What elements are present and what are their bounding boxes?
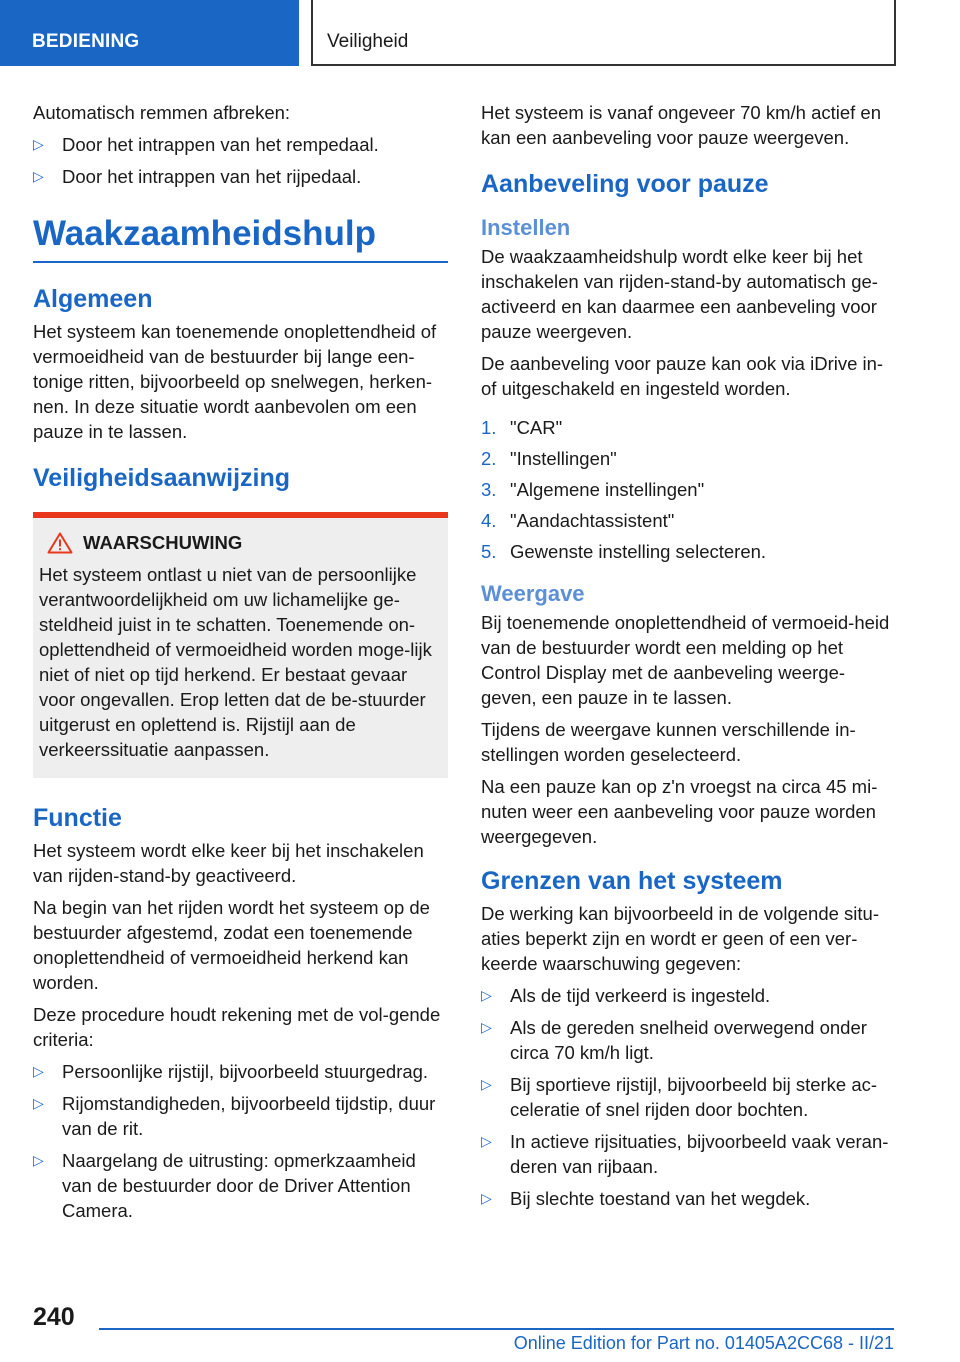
list-item: 3. "Algemene instellingen" bbox=[481, 479, 705, 500]
left-column bbox=[33, 100, 448, 1230]
minor-heading: Weergave bbox=[481, 581, 585, 606]
paragraph: De waakzaamheidshulp wordt elke keer bij het inschakelen van rijden-stand-by automatisch ge-activeerd en kan daarmee een aanbeveling voor pauze weergeven. bbox=[481, 246, 878, 342]
triangle-bullet-icon: ▷ bbox=[481, 1019, 492, 1035]
section-tab: BEDIENING bbox=[0, 0, 299, 66]
paragraph: Het systeem wordt elke keer bij het inschakelen van rijden-stand-by geactiveerd. bbox=[33, 840, 424, 886]
criteria-list bbox=[33, 1059, 448, 1223]
list-item: ▷ In actieve rijsituaties, bijvoorbeeld vaak veran-deren van rijbaan. bbox=[481, 1131, 889, 1177]
list-item: ▷ Als de tijd verkeerd is ingesteld. bbox=[481, 985, 771, 1006]
list-item: ▷ Rijomstandigheden, bijvoorbeeld tijdstip, duur van de rit. bbox=[33, 1093, 436, 1139]
page-header bbox=[0, 0, 960, 66]
list-item: ▷ Naargelang de uitrusting: opmerkzaamheid van de bestuurder door de Driver Attention Camera. bbox=[33, 1150, 416, 1221]
edition-link[interactable]: Online Edition for Part no. 01405A2CC68 - II/21 bbox=[513, 1333, 894, 1353]
heading-divider bbox=[33, 261, 448, 263]
list-item: ▷ Door het intrappen van het rijpedaal. bbox=[33, 166, 362, 187]
footer-divider bbox=[99, 1328, 894, 1330]
list-item: ▷ Persoonlijke rijstijl, bijvoorbeeld stuurgedrag. bbox=[33, 1061, 429, 1082]
warning-triangle-icon bbox=[47, 532, 73, 554]
triangle-bullet-icon: ▷ bbox=[481, 1076, 492, 1092]
list-item: 1. "CAR" bbox=[481, 417, 563, 438]
warning-text: Het systeem ontlast u niet van de persoonlijke verantwoordelijkheid om uw lichamelijke ge-steldheid juist in te schatten. Toenemende on-oplettendheid of vermoeidheid worden moge-lijk niet of niet op tijd herkend. Er bestaat gevaar voor ongevallen. Erop letten dat de be-stuurder uitgerust en oplettend is. Rijstijl aan de verkeerssituatie aanpassen. bbox=[39, 564, 432, 760]
limits-list bbox=[481, 983, 893, 1211]
chapter-title: Veiligheid bbox=[311, 0, 896, 66]
warning-box bbox=[33, 512, 448, 778]
subsection-heading: Functie bbox=[33, 804, 122, 832]
triangle-bullet-icon: ▷ bbox=[33, 1095, 44, 1111]
subsection-heading: Veiligheidsaanwijzing bbox=[33, 464, 291, 492]
paragraph: De aanbeveling voor pauze kan ook via iDrive in- of uitgeschakeld en ingesteld worden. bbox=[481, 353, 884, 399]
paragraph: Na een pauze kan op z'n vroegst na circa 45 mi-nuten weer een aanbeveling voor pauze worden weergegeven. bbox=[481, 776, 878, 847]
paragraph: Bij toenemende onoplettendheid of vermoeid-heid van de bestuurder wordt een melding op het Control Display met de aanbeveling weerge-geven, een pauze in te lassen. bbox=[481, 612, 890, 708]
page-number: 240 bbox=[33, 1303, 75, 1331]
list-item: 4. "Aandachtassistent" bbox=[481, 510, 675, 531]
section-heading: Waakzaamheidshulp bbox=[33, 214, 376, 253]
right-column bbox=[481, 100, 893, 1218]
subsection-heading: Grenzen van het systeem bbox=[481, 867, 783, 895]
paragraph: Het systeem kan toenemende onoplettendheid of vermoeidheid van de bestuurder bij lange een-tonige ritten, bijvoorbeeld op snelwegen, herken-nen. In deze situatie wordt aanbevolen om een pauze in te lassen. bbox=[33, 321, 437, 442]
subsection-heading: Aanbeveling voor pauze bbox=[481, 170, 769, 198]
triangle-bullet-icon: ▷ bbox=[481, 1133, 492, 1149]
paragraph: Na begin van het rijden wordt het systeem op de bestuurder afgestemd, zodat een toenemende onoplettendheid of vermoeidheid herkend kan worden. bbox=[33, 897, 430, 993]
list-item: ▷ Als de gereden snelheid overwegend onder circa 70 km/h ligt. bbox=[481, 1017, 867, 1063]
paragraph: Deze procedure houdt rekening met de vol-gende criteria: bbox=[33, 1004, 441, 1050]
intro-text: Automatisch remmen afbreken: bbox=[33, 102, 291, 123]
list-item: 2. "Instellingen" bbox=[481, 448, 617, 469]
triangle-bullet-icon: ▷ bbox=[33, 136, 44, 152]
triangle-bullet-icon: ▷ bbox=[481, 1190, 492, 1206]
list-item: ▷ Door het intrappen van het rempedaal. bbox=[33, 134, 379, 155]
warning-title: WAARSCHUWING bbox=[39, 532, 438, 554]
paragraph: Tijdens de weergave kunnen verschillende in-stellingen worden geselecteerd. bbox=[481, 719, 856, 765]
subsection-heading: Algemeen bbox=[33, 285, 153, 313]
triangle-bullet-icon: ▷ bbox=[33, 168, 44, 184]
steps-list bbox=[481, 415, 893, 564]
list-item: ▷ Bij slechte toestand van het wegdek. bbox=[481, 1188, 811, 1209]
paragraph: De werking kan bijvoorbeeld in de volgende situ-aties beperkt zijn en wordt er geen of een ver-keerde waarschuwing gegeven: bbox=[481, 903, 879, 974]
triangle-bullet-icon: ▷ bbox=[481, 987, 492, 1003]
list-item: 5. Gewenste instelling selecteren. bbox=[481, 541, 767, 562]
triangle-bullet-icon: ▷ bbox=[33, 1063, 44, 1079]
paragraph: Het systeem is vanaf ongeveer 70 km/h actief en kan een aanbeveling voor pauze weergeven. bbox=[481, 102, 882, 148]
list-item: ▷ Bij sportieve rijstijl, bijvoorbeeld bij sterke ac-celeratie of snel rijden door bochten. bbox=[481, 1074, 878, 1120]
triangle-bullet-icon: ▷ bbox=[33, 1152, 44, 1168]
intro-bullet-list bbox=[33, 132, 448, 189]
minor-heading: Instellen bbox=[481, 215, 571, 240]
